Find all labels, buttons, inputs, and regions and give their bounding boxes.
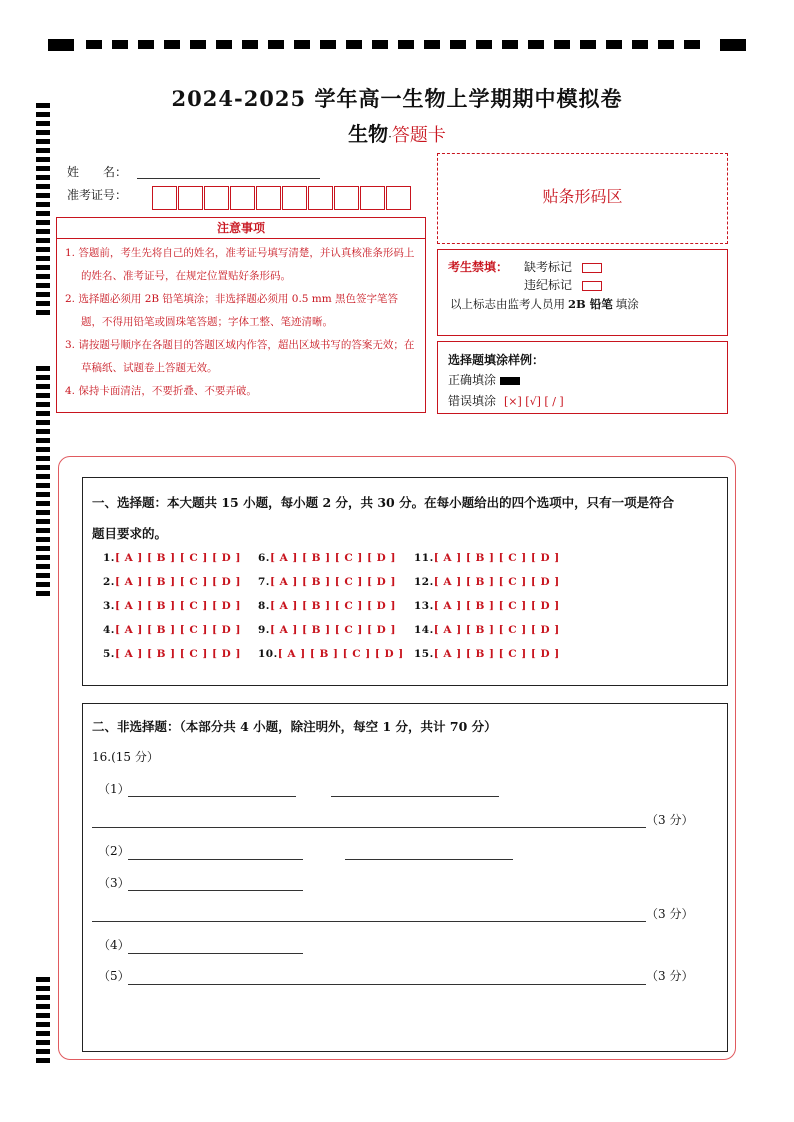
wrong-marks: [×] [√] [ / ] xyxy=(504,395,564,408)
name-label: 姓 名： xyxy=(67,165,128,179)
choice-q15[interactable]: 15.[ A ] [ B ] [ C ] [ D ] xyxy=(414,648,560,660)
q16-part4-label: （4） xyxy=(98,938,130,952)
choice-q3[interactable]: 3.[ A ] [ B ] [ C ] [ D ] xyxy=(103,600,241,612)
q16-part1-score: （3 分） xyxy=(646,813,694,827)
q16-part2-blank-b[interactable] xyxy=(345,858,513,860)
answer-card-label: 答题卡 xyxy=(391,125,446,146)
absent-mark xyxy=(524,258,602,275)
q16-part3-blank-a[interactable] xyxy=(128,889,303,891)
choice-q1[interactable]: 1.[ A ] [ B ] [ C ] [ D ] xyxy=(103,552,241,564)
q16-part1-label: （1） xyxy=(98,782,130,796)
choice-q12[interactable]: 12.[ A ] [ B ] [ C ] [ D ] xyxy=(414,576,560,588)
violation-checkbox[interactable] xyxy=(582,281,602,291)
section1-heading: 一、选择题：本大题共 15 小题，每小题 2 分，共 30 分。在每小题给出的四个选项中，只有一项是符合 xyxy=(92,495,675,510)
filled-mark-icon xyxy=(500,377,520,385)
violation-label: 违纪标记 xyxy=(524,278,573,292)
choice-q10[interactable]: 10.[ A ] [ B ] [ C ] [ D ] xyxy=(258,648,404,660)
notice-heading: 注意事项 xyxy=(56,217,426,239)
subject-label: 生物 xyxy=(348,122,389,146)
name-field[interactable] xyxy=(137,177,320,179)
choice-q8[interactable]: 8.[ A ] [ B ] [ C ] [ D ] xyxy=(258,600,396,612)
absent-checkbox[interactable] xyxy=(582,263,602,273)
q16-part2-blank-a[interactable] xyxy=(128,858,303,860)
q16-part1-blank-a[interactable] xyxy=(128,795,296,797)
sample-box xyxy=(437,341,728,414)
choice-q5[interactable]: 5.[ A ] [ B ] [ C ] [ D ] xyxy=(103,648,241,660)
wrong-sample: 错误填涂 [×] [√] [ / ] xyxy=(448,394,564,408)
q16-part1-blank-c[interactable] xyxy=(92,826,646,828)
exam-id-label: 准考证号： xyxy=(67,188,128,202)
sample-heading: 选择题填涂样例： xyxy=(448,353,545,367)
q16-label: 16.(15 分） xyxy=(92,750,159,764)
correct-sample: 正确填涂 xyxy=(448,371,520,388)
q16-part5-blank[interactable] xyxy=(128,983,646,985)
q16-part4-blank[interactable] xyxy=(128,952,303,954)
q16-part3-label: （3） xyxy=(98,876,130,890)
choice-q6[interactable]: 6.[ A ] [ B ] [ C ] [ D ] xyxy=(258,552,396,564)
q16-part5-label: （5） xyxy=(98,969,130,983)
notice-item: 1. 答题前，考生先将自己的姓名，准考证号填写清楚，并认真核准条形码上的姓名、准考证号，在规定位置贴好条形码。 xyxy=(65,247,415,282)
notice-item: 4. 保持卡面清洁，不要折叠、不要弄破。 xyxy=(65,385,257,397)
section2-heading: 二、非选择题：（本部分共 4 小题，除注明外，每空 1 分，共计 70 分） xyxy=(92,719,497,734)
choice-q9[interactable]: 9.[ A ] [ B ] [ C ] [ D ] xyxy=(258,624,396,636)
violation-mark xyxy=(524,276,602,293)
absent-label: 缺考标记 xyxy=(524,260,573,274)
q16-part3-score: （3 分） xyxy=(646,907,694,921)
q16-part2-label: （2） xyxy=(98,844,130,858)
notice-box xyxy=(56,239,426,413)
nonchoice-section xyxy=(82,703,728,1052)
choice-q14[interactable]: 14.[ A ] [ B ] [ C ] [ D ] xyxy=(414,624,560,636)
barcode-area: 贴条形码区 xyxy=(437,153,728,244)
forbidden-box xyxy=(437,249,728,336)
choice-q13[interactable]: 13.[ A ] [ B ] [ C ] [ D ] xyxy=(414,600,560,612)
notice-item: 3. 请按题号顺序在各题目的答题区域内作答，超出区域书写的答案无效；在草稿纸、试题卷上答题无效。 xyxy=(65,339,415,374)
forbidden-note: 以上标志由监考人员用 2B 铅笔 填涂 xyxy=(450,297,639,311)
section1-heading2: 题目要求的。 xyxy=(92,526,168,541)
subtitle-dot: · xyxy=(388,130,392,144)
q16-part5-score: （3 分） xyxy=(646,969,694,983)
choice-q2[interactable]: 2.[ A ] [ B ] [ C ] [ D ] xyxy=(103,576,241,588)
choice-section xyxy=(82,477,728,686)
choice-q11[interactable]: 11.[ A ] [ B ] [ C ] [ D ] xyxy=(414,552,560,564)
choice-q7[interactable]: 7.[ A ] [ B ] [ C ] [ D ] xyxy=(258,576,396,588)
choice-q4[interactable]: 4.[ A ] [ B ] [ C ] [ D ] xyxy=(103,624,241,636)
q16-part3-blank-b[interactable] xyxy=(92,920,646,922)
page-title: 2024-2025 学年高一生物上学期期中模拟卷 xyxy=(171,86,623,111)
q16-part1-blank-b[interactable] xyxy=(331,795,499,797)
page-subtitle xyxy=(0,118,794,147)
notice-item: 2. 选择题必须用 2B 铅笔填涂；非选择题必须用 0.5 mm 黑色签字笔答题，不得用铅笔或圆珠笔答题；字体工整、笔迹清晰。 xyxy=(65,293,399,328)
forbidden-label: 考生禁填： xyxy=(448,260,509,274)
